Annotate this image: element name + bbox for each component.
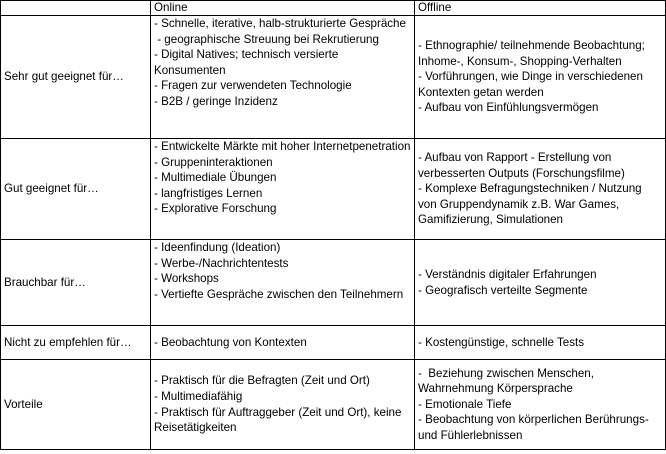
online-cell	[151, 240, 415, 326]
list-item: - Aufbau von Einfühlungsvermögen	[418, 101, 599, 115]
offline-cell	[415, 139, 666, 240]
list-item: - Fragen zur verwendeten Technologie	[154, 79, 352, 93]
list-item: - Beobachtung von Kontexten	[154, 335, 307, 349]
row-label: Nicht zu empfehlen für…	[1, 326, 151, 360]
header-corner	[1, 1, 151, 16]
row-label: Brauchbar für…	[1, 240, 151, 326]
list-item: - Workshops	[154, 272, 219, 286]
online-cell	[151, 16, 415, 139]
table-row	[1, 240, 666, 326]
online-cell	[151, 360, 415, 450]
list-item: - Ethnographie/ teilnehmende Beobachtung; Inhome-, Konsum-, Shopping-Verhalten	[418, 39, 645, 68]
list-item: - geographische Streuung bei Rekrutierung	[154, 32, 379, 46]
row-label: Sehr gut geeignet für…	[1, 16, 151, 139]
list-item: - B2B / geringe Inzidenz	[154, 94, 278, 108]
table-row	[1, 326, 666, 360]
table-row	[1, 360, 666, 450]
list-item: - Kostengünstige, schnelle Tests	[418, 335, 585, 349]
online-cell	[151, 326, 415, 360]
offline-cell	[415, 360, 666, 450]
list-item: - Aufbau von Rapport - Erstellung von verbesserten Outputs (Forschungsfilme)	[418, 151, 625, 180]
list-item: - Vorführungen, wie Dinge in verschiedenen Kontexten getan werden	[418, 70, 643, 99]
table-row	[1, 16, 666, 139]
header-online: Online	[151, 1, 415, 16]
table-row	[1, 139, 666, 240]
list-item: - Beobachtung von körperlichen Berührungs- und Fühlerlebnissen	[418, 413, 649, 442]
row-label: Gut geeignet für…	[1, 139, 151, 240]
list-item: - Explorative Forschung	[154, 202, 277, 216]
list-item: - Vertiefte Gespräche zwischen den Teilnehmern	[154, 287, 404, 301]
list-item: - Werbe-/Nachrichtentests	[154, 256, 289, 270]
list-item: - Komplexe Befragungstechniken / Nutzung von Gruppendynamik z.B. War Games, Gamifizierung, Simulationen	[418, 182, 642, 227]
offline-cell	[415, 240, 666, 326]
list-item: - Multimediale Übungen	[154, 171, 277, 185]
offline-cell	[415, 326, 666, 360]
list-item: - Ideenfindung (Ideation)	[154, 241, 281, 254]
list-item: - Praktisch für die Befragten (Zeit und Ort)	[154, 374, 370, 388]
list-item: - Gruppeninteraktionen	[154, 155, 273, 169]
list-item: - Multimediafähig	[154, 389, 243, 403]
list-item: - Verständnis digitaler Erfahrungen	[418, 267, 597, 281]
list-item: - langfristiges Lernen	[154, 186, 263, 200]
list-item: - Geografisch verteilte Segmente	[418, 283, 588, 297]
header-offline: Offline	[415, 1, 666, 16]
list-item: - Digital Natives; technisch versierte Konsumenten	[154, 48, 339, 77]
list-item: - Schnelle, iterative, halb-strukturierte Gespräche	[154, 17, 406, 30]
online-cell	[151, 139, 415, 240]
row-label: Vorteile	[1, 360, 151, 450]
list-item: - Praktisch für Auftraggeber (Zeit und Ort), keine Reisetätigkeiten	[154, 405, 402, 435]
list-item: - Beziehung zwischen Menschen, Wahrnehmung Körpersprache	[418, 366, 598, 396]
list-item: - Emotionale Tiefe	[418, 397, 512, 411]
header-row	[1, 1, 666, 16]
list-item: - Entwickelte Märkte mit hoher Internetpenetration	[154, 140, 411, 153]
offline-cell	[415, 16, 666, 139]
